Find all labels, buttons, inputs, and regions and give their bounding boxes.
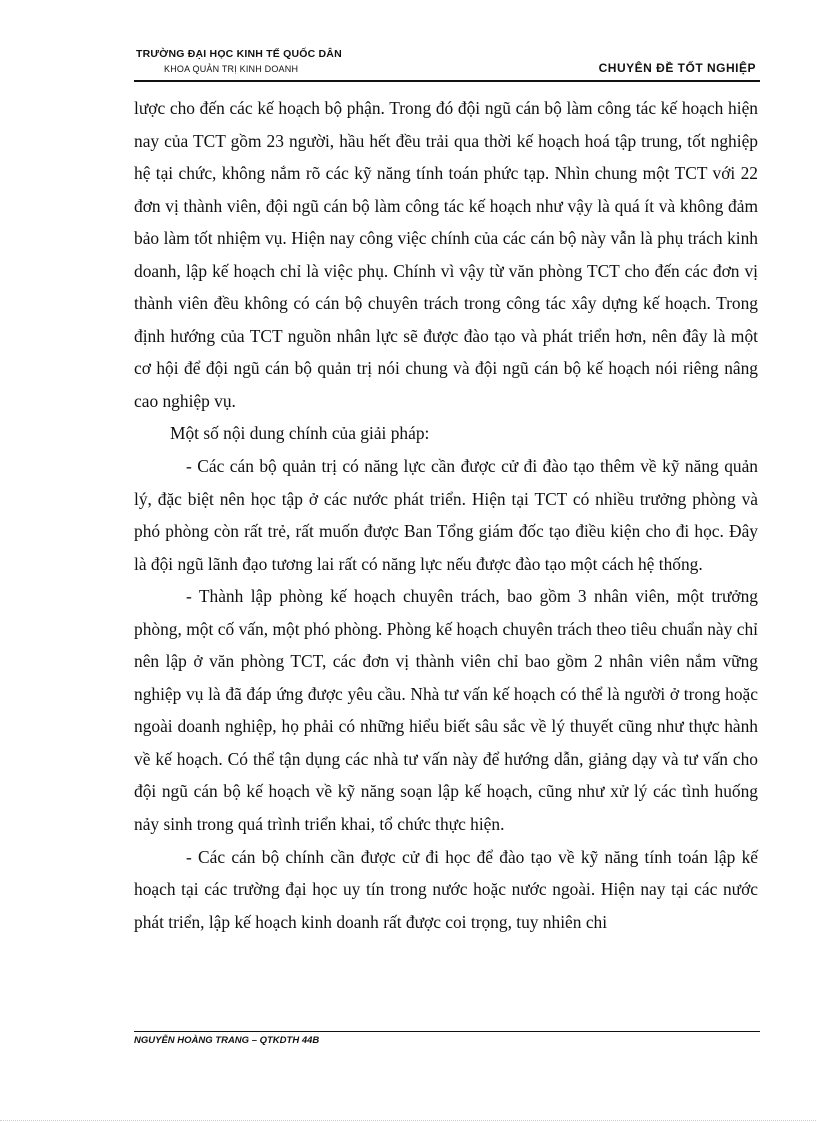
- paragraph-3: - Các cán bộ quản trị có năng lực cần được cử đi đào tạo thêm về kỹ năng quản lý, đặc biệt nên học tập ở các nước phát triển. Hiện tại TCT có nhiều trưởng phòng và phó phòng còn rất trẻ, rất muốn được Ban Tổng giám đốc tạo điều kiện cho đi học. Đây là đội ngũ lãnh đạo tương lai rất có năng lực nếu được đào tạo một cách hệ thống.: [134, 456, 758, 574]
- document-body: [134, 92, 758, 938]
- paragraph-2: Một số nội dung chính của giải pháp:: [170, 423, 430, 444]
- university-name: TRƯỜNG ĐẠI HỌC KINH TẾ QUỐC DÂN: [136, 48, 342, 60]
- paragraph-5: - Các cán bộ chính cần được cử đi học để đào tạo về kỹ năng tính toán lập kế hoạch tại các trường đại học uy tín trong nước hoặc nước ngoài. Hiện nay tại các nước phát triển, lập kế hoạch kinh doanh rất được coi trọng, tuy nhiên chi: [134, 846, 758, 932]
- document-type: CHUYÊN ĐỀ TỐT NGHIỆP: [598, 61, 756, 75]
- paragraph-1: lược cho đến các kế hoạch bộ phận. Trong đó đội ngũ cán bộ làm công tác kế hoạch hiện nay của TCT gồm 23 người, hầu hết đều trải qua thời kế hoạch hoá tập trung, tốt nghiệp hệ tại chức, không nắm rõ các kỹ năng tính toán phức tạp. Nhìn chung một TCT với 22 đơn vị thành viên, đội ngũ cán bộ làm công tác kế hoạch như vậy là quá ít và không đảm bảo làm tốt nhiệm vụ. Hiện nay công việc chính của các cán bộ này vẫn là phụ trách kinh doanh, lập kế hoạch chỉ là việc phụ. Chính vì vậy từ văn phòng TCT cho đến các đơn vị thành viên đều không có cán bộ chuyên trách trong công tác xây dựng kế hoạch. Trong định hướng của TCT nguồn nhân lực sẽ được đào tạo và phát triển hơn, nên đây là một cơ hội để đội ngũ cán bộ quản trị nói chung và đội ngũ cán bộ kế hoạch nói riêng nâng cao nghiệp vụ.: [134, 98, 758, 411]
- page-bottom-divider: [0, 1120, 816, 1121]
- faculty-name: KHOA QUẢN TRỊ KINH DOANH: [164, 64, 299, 74]
- page-footer: [134, 1031, 760, 1046]
- paragraph-4: - Thành lập phòng kế hoạch chuyên trách, bao gồm 3 nhân viên, một trưởng phòng, một cố vấn, một phó phòng. Phòng kế hoạch chuyên trách theo tiêu chuẩn này chỉ nên lập ở văn phòng TCT, các đơn vị thành viên chỉ bao gồm 2 nhân viên nắm vững nghiệp vụ là đã đáp ứng được yêu cầu. Nhà tư vấn kế hoạch có thể là người ở trong hoặc ngoài doanh nghiệp, họ phải có những hiểu biết sâu sắc về lý thuyết cũng như thực hành về kế hoạch. Có thể tận dụng các nhà tư vấn này để hướng dẫn, giảng dạy và tư vấn cho đội ngũ cán bộ kế hoạch về kỹ năng soạn lập kế hoạch, cũng như xử lý các tình huống nảy sinh trong quá trình triển khai, tổ chức thực hiện.: [134, 586, 758, 835]
- page-header: [134, 46, 760, 82]
- footer-author: NGUYỄN HOÀNG TRANG – QTKDTH 44B: [134, 1035, 320, 1046]
